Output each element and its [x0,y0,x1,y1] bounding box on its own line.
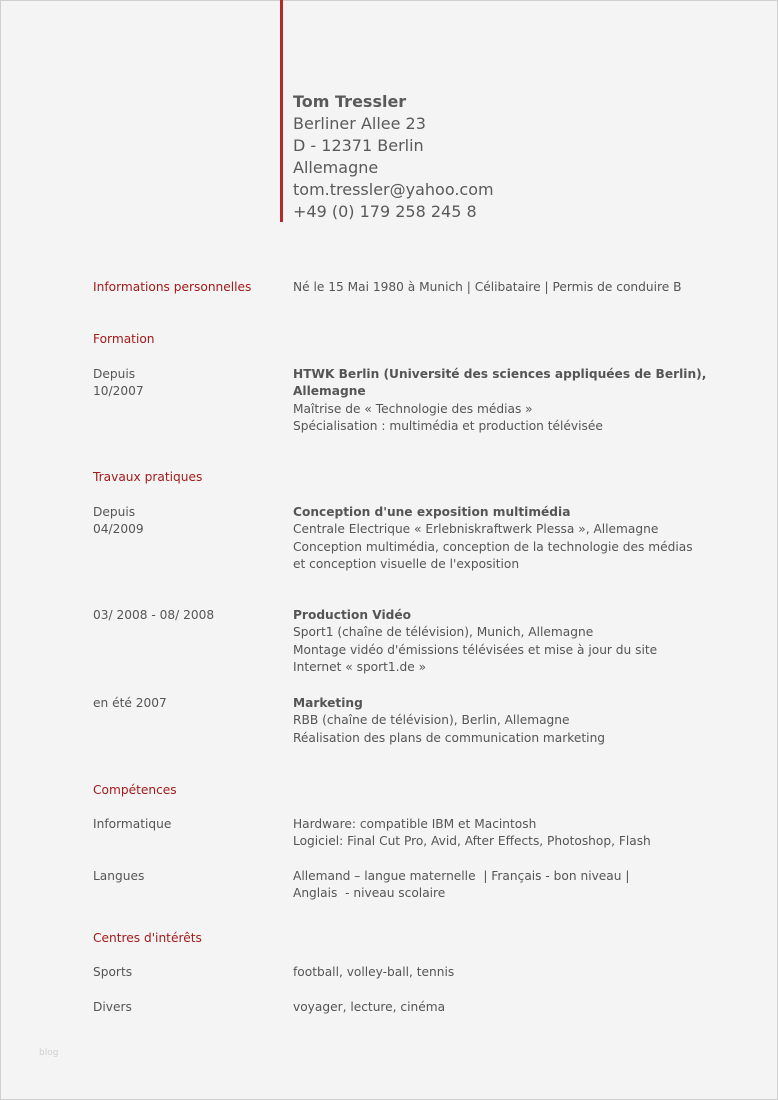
phone: +49 (0) 179 258 245 8 [293,202,477,221]
entry-text: football, volley-ball, tennis [293,965,455,979]
country: Allemagne [293,158,379,177]
entry-heading: HTWK Berlin (Université des sciences appliquées de Berlin), [293,367,707,381]
entry-line: et conception visuelle de l'exposition [293,557,520,572]
entry-label: Informatique [93,817,172,831]
entry-line: Maîtrise de « Technologie des médias » [293,401,533,416]
entry-heading: Marketing [293,696,363,710]
email: tom.tressler@yahoo.com [293,180,494,199]
date-line: 10/2007 [93,384,144,399]
entry-line: Conception multimédia, conception de la technologie des médias [293,539,693,554]
entry-body [293,607,733,677]
entry-body [293,868,733,903]
entry-label: Langues [93,869,145,883]
date-line: Depuis [93,367,136,381]
entry-line: Anglais - niveau scolaire [293,886,446,901]
entry-label: Sports [93,965,133,979]
entry-text: voyager, lecture, cinéma [293,1000,446,1014]
entry-date: 03/ 2008 - 08/ 2008 [93,608,215,622]
city: D - 12371 Berlin [293,136,424,155]
section-title: Travaux pratiques [93,470,203,484]
entry-body [293,504,733,574]
entry-date [93,504,144,539]
entry-body [293,695,733,747]
date-line: 04/2009 [93,522,144,537]
entry-date [93,366,144,401]
entry-line: Logiciel: Final Cut Pro, Avid, After Effects, Photoshop, Flash [293,834,651,849]
entry-body [293,816,733,851]
entry-line: Sport1 (chaîne de télévision), Munich, Allemagne [293,625,594,640]
entry-label: Divers [93,1000,132,1014]
date-line: Depuis [93,505,136,519]
entry-heading: Conception d'une exposition multimédia [293,505,571,519]
contact-header [293,91,494,223]
entry-line: Réalisation des plans de communication marketing [293,730,606,745]
section-title: Compétences [93,783,177,797]
watermark: blog [39,1048,59,1058]
entry-date: en été 2007 [93,696,167,710]
entry-line: Spécialisation : multimédia et production télévisée [293,419,603,434]
section-title: Informations personnelles [93,280,252,294]
entry-line: RBB (chaîne de télévision), Berlin, Allemagne [293,713,570,728]
entry-line: Internet « sport1.de » [293,660,427,675]
entry-line: Allemand – langue maternelle | Français - bon niveau | [293,869,630,883]
section-title: Formation [93,332,155,346]
personal-info: Né le 15 Mai 1980 à Munich | Célibataire | Permis de conduire B [293,280,682,294]
section-title: Centres d'intérêts [93,931,202,945]
name: Tom Tressler [293,92,407,111]
entry-line: Centrale Electrique « Erlebniskraftwerk Plessa », Allemagne [293,522,659,537]
entry-line: Montage vidéo d'émissions télévisées et mise à jour du site [293,642,658,657]
entry-heading: Production Vidéo [293,608,411,622]
entry-line: Hardware: compatible IBM et Macintosh [293,817,537,831]
street: Berliner Allee 23 [293,114,426,133]
accent-bar [280,0,283,222]
entry-body [293,366,733,436]
entry-heading: Allemagne [293,384,366,399]
